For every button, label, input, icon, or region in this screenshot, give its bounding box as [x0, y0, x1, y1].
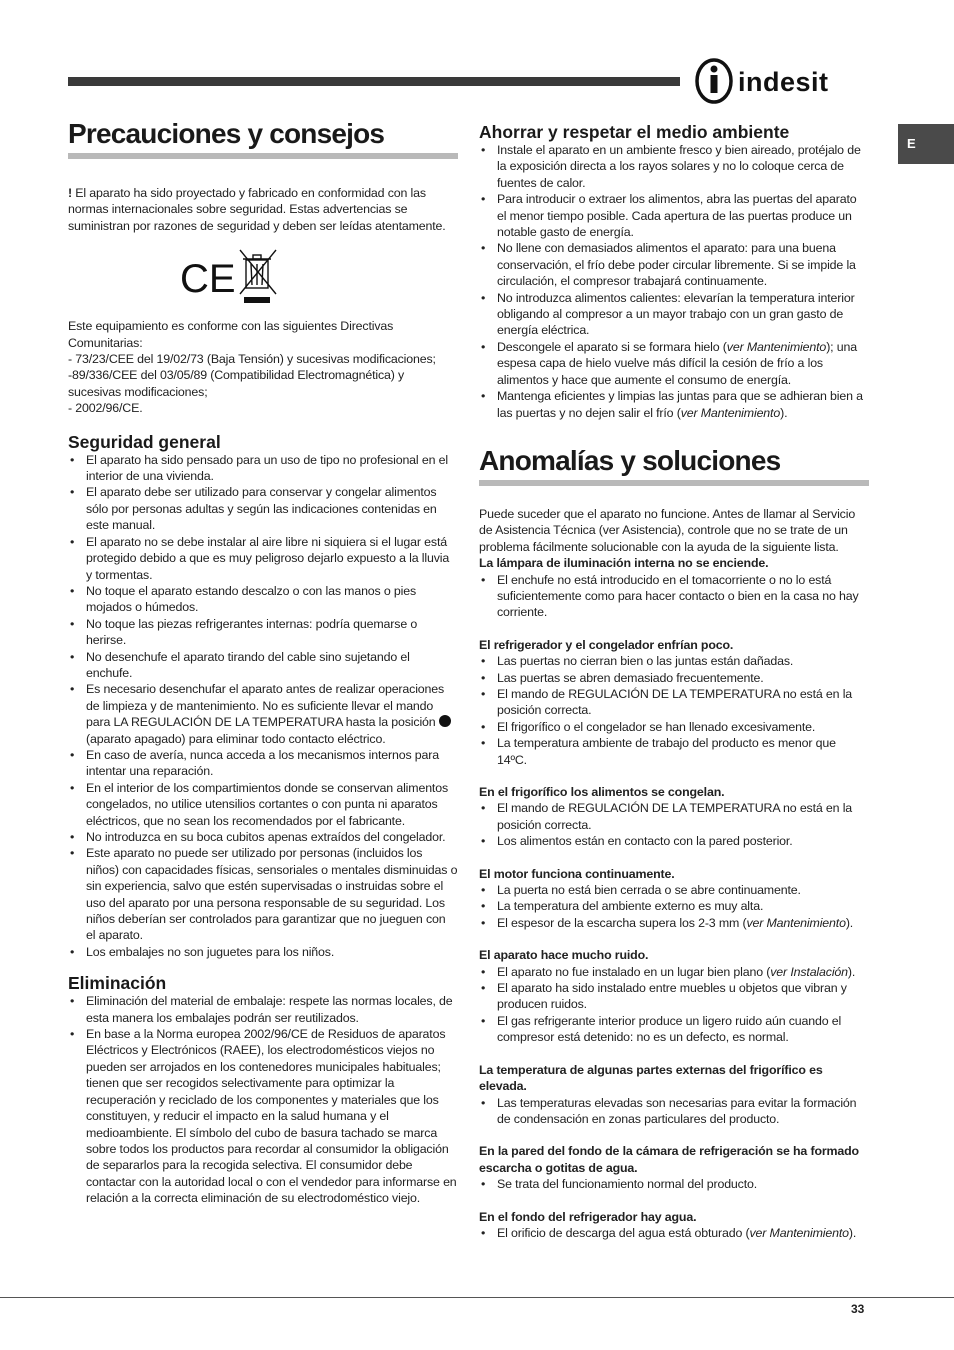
item-text: La temperatura del ambiente externo es muy alta.	[497, 899, 764, 914]
item-reference: ver Mantenimiento	[726, 339, 827, 354]
ce-mark: CE	[180, 257, 236, 302]
ahorrar-heading: Ahorrar y respetar el medio ambiente	[479, 122, 790, 142]
item-reference: ver Mantenimiento	[680, 405, 781, 420]
list-item: • En caso de avería, nunca acceda a los mecanismos internos para intentar una reparación.	[68, 747, 458, 780]
directive-line: - 73/23/CEE del 19/02/73 (Baja Tensión) y sucesivas modificaciones;	[68, 352, 436, 367]
eliminacion-list	[68, 993, 458, 1206]
list-item	[479, 653, 869, 669]
list-item	[479, 915, 869, 931]
item-text: La temperatura ambiente de trabajo del producto es menor que 14ºC.	[497, 736, 836, 767]
item-text: El aparato no fue instalado en un lugar bien plano (	[497, 964, 771, 979]
list-item	[479, 142, 869, 191]
list-item	[479, 388, 869, 421]
item-tail: ).	[780, 405, 788, 420]
eliminacion-heading: Eliminación	[68, 973, 167, 994]
seguridad-heading: Seguridad general	[68, 431, 221, 452]
indesit-logo	[694, 57, 869, 105]
anomalias-title: Anomalías y soluciones	[479, 445, 869, 486]
list-item	[479, 735, 869, 768]
item-text: El mando de REGULACIÓN DE LA TEMPERATURA no está en la posición correcta.	[497, 801, 853, 832]
problem-title: La lámpara de iluminación interna no se enciende.	[479, 556, 769, 571]
item-tail: ).	[848, 1225, 857, 1240]
item-text: El enchufe no está introducido en el tomacorriente o no lo está suficientemente como para hacer contacto o bien en la casa no hay corriente.	[497, 572, 859, 620]
list-item	[479, 339, 869, 388]
anomalias-intro: Puede suceder que el aparato no funcione. Antes de llamar al Servicio de Asistencia Técnica (ver Asistencia), controle que no se trate de un problema fácilmente solucionable con la ayuda de la siguiente lista.	[479, 506, 856, 554]
list-item	[479, 833, 869, 849]
item-text: El espesor de la escarcha supera los 2-3 mm (	[497, 915, 747, 930]
brand-wordmark: indesit	[738, 67, 829, 97]
list-item	[479, 1013, 869, 1046]
ce-weee-marks	[68, 248, 458, 308]
list-item: • Eliminación del material de embalaje: respete las normas locales, de esta manera los embalajes podrán ser reutilizados.	[68, 993, 458, 1026]
item-tail: ); una espesa capa de hielo vuelve más difícil la cesión de frío a los alimentos y hace que aumente el consumo de energía.	[497, 339, 857, 387]
list-item	[479, 1176, 869, 1192]
item-text: El mando de REGULACIÓN DE LA TEMPERATURA no está en la posición correcta.	[497, 686, 853, 718]
item-text: El aparato ha sido instalado entre muebles u objetos que vibran y producen ruidos.	[497, 981, 847, 1012]
item-text: Las puertas se abren demasiado frecuentemente.	[497, 670, 764, 685]
solution-list	[479, 800, 869, 849]
solution-list	[479, 1176, 869, 1192]
list-item	[479, 191, 869, 240]
list-item: • El aparato ha sido pensado para un uso de tipo no profesional en el interior de una vivienda.	[68, 452, 458, 485]
list-item	[479, 240, 869, 289]
directive-line: -89/336/CEE del 03/05/89 (Compatibilidad Electromagnética) y sucesivas modificaciones;	[68, 368, 405, 399]
list-item: • El aparato debe ser utilizado para conservar y congelar alimentos sólo por personas adultas y según las indicaciones contenidas en este manual.	[68, 484, 458, 533]
list-item: • Los embalajes no son juguetes para los niños.	[68, 944, 458, 960]
list-item: • No introduzca en su boca cubitos apenas extraídos del congelador.	[68, 829, 458, 845]
solution-list	[479, 882, 869, 931]
problem-title: La temperatura de algunas partes externas del frigorífico es elevada.	[479, 1062, 823, 1094]
warning-mark: !	[68, 186, 72, 200]
list-item	[479, 290, 869, 339]
intro-paragraph	[68, 185, 458, 234]
item-reference: ver Instalación	[770, 964, 848, 979]
item-text: El orificio de descarga del agua está obturado (	[497, 1225, 750, 1240]
list-item	[479, 800, 869, 833]
left-column	[68, 118, 458, 1207]
item-text: Descongele el aparato si se formara hielo (	[497, 339, 727, 354]
item-text: No introduzca alimentos calientes: elevarían la temperatura interior obligando al compresor a un mayor trabajo con un gran gasto de energía eléctrica.	[497, 290, 855, 338]
item-text: El frigorífico o el congelador se han llenado excesivamente.	[497, 719, 816, 734]
solution-list	[479, 1225, 869, 1241]
problem-title: El refrigerador y el congelador enfrían poco.	[479, 637, 734, 652]
list-item	[479, 882, 869, 898]
list-item	[68, 681, 458, 747]
list-item	[479, 1225, 869, 1241]
intro-text: El aparato ha sido proyectado y fabricado en conformidad con las normas internacionales sobre seguridad. Estas advertencias se suministran por razones de seguridad y deben ser leídas atentamente.	[68, 186, 446, 233]
list-item: • No toque el aparato estando descalzo o con las manos o pies mojados o húmedos.	[68, 583, 458, 616]
problem-title: En la pared del fondo de la cámara de refrigeración se ha formado escarcha o gotitas de agua.	[479, 1144, 859, 1175]
item-text: La puerta no está bien cerrada o se abre continuamente.	[497, 883, 801, 898]
problem-title: En el fondo del refrigerador hay agua.	[479, 1209, 697, 1224]
list-item: • El aparato no se debe instalar al aire libre ni siquiera si el lugar está protegido debido a que es muy peligroso dejarlo expuesto a la lluvia y tormentas.	[68, 534, 458, 583]
list-item	[479, 1095, 869, 1128]
right-column	[479, 118, 869, 1241]
list-item	[479, 964, 869, 980]
weee-bin-icon	[240, 250, 276, 303]
item-text: Las puertas no cierran bien o las juntas están dañadas.	[497, 654, 794, 669]
power-text-b: (aparato apagado) para eliminar todo contacto eléctrico.	[86, 731, 386, 746]
item-reference: ver Mantenimiento	[746, 915, 846, 930]
solution-list	[479, 1095, 869, 1128]
item-text: No llene con demasiados alimentos el aparato: para una buena conservación, el frío debe poder circular libremente. Si se impide la circulación, el compresor trabajará continuamente.	[497, 241, 856, 289]
header-rule	[68, 77, 680, 86]
list-item	[479, 719, 869, 735]
list-item: • En el interior de los compartimientos donde se conservan alimentos congelados, no utilice utensilios cortantes o con punta ni aparatos eléctricos, que no sean los recomendados por el fabricante.	[68, 780, 458, 829]
item-text: Instale el aparato en un ambiente fresco y bien aireado, protéjalo de la exposición directa a los rayos solares y no lo coloque cerca de fuentes de calor.	[497, 143, 861, 190]
item-tail: ).	[845, 915, 854, 930]
solution-list	[479, 964, 869, 1046]
list-item	[479, 686, 869, 719]
list-item: • En base a la Norma europea 2002/96/CE de Residuos de aparatos Eléctricos y Electrónicos (RAEE), los electrodomésticos viejos no pueden ser arrojados en los contenedores municipales habituales; tienen que ser recogidos selectivamente para optimizar la recuperación y reciclado de los componentes y materiales que los constituyen, y reducir el impacto en la salud humana y el medioambiente. El símbolo del cubo de basura tachado se marca sobre todos los productos para recordar al consumidor la obligación de separarlos para la recogida selectiva. El consumidor debe contactar con la autoridad local o con el vendedor para informarse en relación a la correcta eliminación de su electrodoméstico viejo.	[68, 1026, 458, 1206]
item-text: Las temperaturas elevadas son necesarias para evitar la formación de condensación en zonas particulares del producto.	[497, 1095, 857, 1126]
seguridad-list	[68, 452, 458, 961]
item-text: Se trata del funcionamiento normal del producto.	[497, 1177, 758, 1192]
list-item	[479, 898, 869, 914]
page-number: 33	[851, 1302, 865, 1316]
item-text: Para introducir o extraer los alimentos, abra las puertas del aparato el menor tiempo posible. Cada apertura de las puertas produce un notable gasto de energía.	[497, 192, 857, 240]
item-reference: ver Mantenimiento	[749, 1225, 849, 1240]
problem-title: El motor funciona continuamente.	[479, 866, 675, 881]
power-off-icon	[439, 715, 451, 727]
problems-list	[479, 555, 869, 1241]
problem-title: En el frigorífico los alimentos se congelan.	[479, 785, 725, 799]
solution-list	[479, 653, 869, 768]
item-text: Mantenga eficientes y limpias las juntas para que se adhieran bien a las puertas y no dejen salir el frío (	[497, 389, 863, 420]
list-item	[479, 670, 869, 686]
directive-line: Este equipamiento es conforme con las siguientes Directivas Comunitarias:	[68, 319, 394, 350]
list-item: • No toque las piezas refrigerantes internas: podría quemarse o herirse.	[68, 616, 458, 649]
language-tab: E	[898, 124, 954, 164]
precauciones-title: Precauciones y consejos	[68, 118, 458, 159]
footer-rule	[0, 1297, 954, 1298]
item-tail: ).	[847, 964, 856, 979]
ahorrar-list	[479, 142, 869, 421]
power-text-a: Es necesario desenchufar el aparato antes de realizar operaciones de limpieza y de mantenimiento. No es suficiente llevar el mando para LA REGULACIÓN DE LA TEMPERATURA hasta la posición	[86, 682, 445, 730]
list-item	[479, 980, 869, 1013]
directive-line: - 2002/96/CE.	[68, 401, 143, 416]
item-text: Los alimentos están en contacto con la pared posterior.	[497, 834, 793, 849]
list-item	[479, 572, 869, 621]
list-item: • No desenchufe el aparato tirando del cable sino sujetando el enchufe.	[68, 649, 458, 682]
solution-list	[479, 572, 869, 621]
problem-title: El aparato hace mucho ruido.	[479, 948, 649, 963]
list-item: • Este aparato no puede ser utilizado por personas (incluidos los niños) con capacidades físicas, sensoriales o mentales disminuidas o sin experiencia, salvo que estén supervisadas o instruidas sobre el uso del aparato por una persona responsable de su seguridad. Los niños deberían ser controlados para garantizar que no jueguen con el aparato.	[68, 845, 458, 943]
directives	[68, 318, 458, 416]
item-text: El gas refrigerante interior produce un ligero ruido aún cuando el compresor está detenido: no es un defecto, es normal.	[497, 1013, 842, 1045]
